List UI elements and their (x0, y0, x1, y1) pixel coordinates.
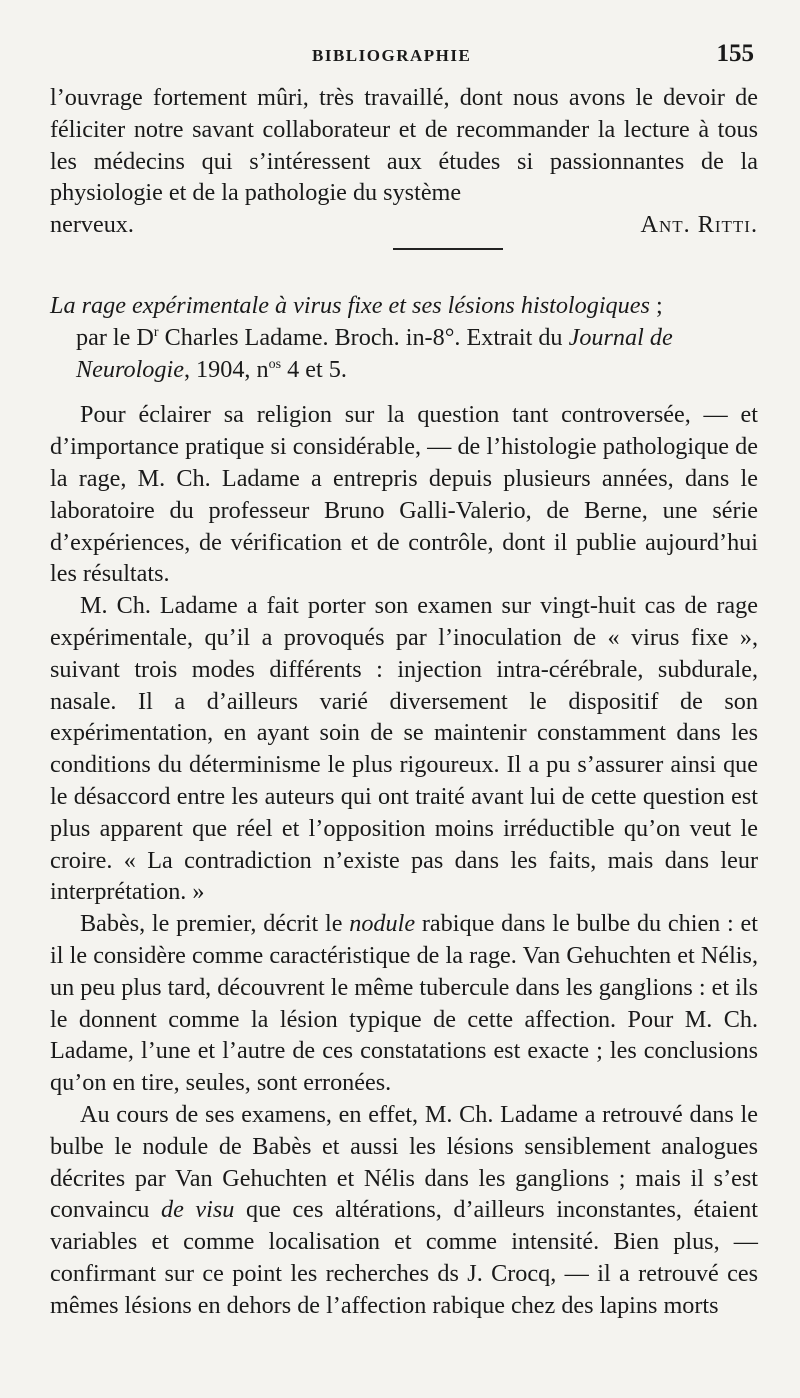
review-2-paragraph-1: Pour éclairer sa religion sur la question tant controversée, — et d’importance pratique si considérable, — de l’histologie pathologique de la rage, M. Ch. Ladame a entrepris depuis plusieurs années, dans le laboratoire du professeur Bruno Galli-Valerio, de Berne, une série d’expériences, de vérification et de contrôle, dont il publie aujourd’hui les résultats. (50, 401, 758, 588)
p4-emphasis: de visu (161, 1196, 235, 1224)
journal-title: Journal de Neurologie (76, 323, 673, 383)
review-1-signature-line (50, 209, 758, 241)
byline-sup: r (153, 324, 159, 340)
p3-part-b: rabique dans le bulbe du chien : et il le considère comme caractéristique de la rage. Van Gehuchten et Nélis, un peu plus tard, découvrent le même tubercule dans les ganglions : et ils le donnent comme la lésion typique de cette affection. Pour M. Ch. Ladame, l’une et l’autre de ces constatations est exacte ; les conclusions qu’on en tire, seules, sont erronées. (50, 910, 758, 1097)
page-header (50, 42, 758, 72)
review-2-title: La rage expérimentale à virus fixe et ses lésions histologiques (50, 291, 650, 319)
review-1-text (50, 82, 758, 209)
issue-rest: 4 et 5. (281, 355, 347, 383)
review-2-paragraph-4 (50, 1099, 758, 1322)
review-1-last-word: nerveux. (50, 211, 134, 239)
running-title: BIBLIOGRAPHIE (312, 46, 472, 65)
p4-part-a: Au cours de ses examens, en effet, M. Ch. Ladame a retrouvé dans le bulbe le nodule de Babès et aussi les lésions sensiblement analogues décrites par Van Gehuchten et Nélis dans les ganglions ; mais il s’est convaincu (50, 1100, 758, 1224)
byline-rest: Charles Ladame. Broch. in-8°. Extrait du (158, 323, 569, 351)
byline-prefix: par le D (76, 323, 154, 351)
p4-part-b: que ces altérations, d’ailleurs inconstantes, étaient variables et comme localisation et comme intensité. Bien plus, — confirmant sur ce point les recherches ds J. Crocq, — il a retrouvé ces mêmes lésions en dehors de l’affection rabique chez des lapins morts (50, 1196, 758, 1319)
issue-sup: os (268, 356, 282, 372)
page-number: 155 (716, 40, 754, 67)
issue-prefix: , 1904, n (183, 355, 269, 383)
review-1-paragraph: l’ouvrage fortement mûri, très travaillé, dont nous avons le devoir de féliciter notre savant collaborateur et de recommander la lecture à tous les médecins qui s’intéressent aux études si passionnantes de la physiologie et de la pathologie du système (50, 84, 758, 207)
page-body (50, 82, 758, 1321)
review-2-paragraph-3 (50, 908, 758, 1099)
review-2-title-sep: ; (649, 291, 663, 319)
review-1-signature: Ant. Ritti. (640, 211, 758, 239)
review-2-paragraph-2: M. Ch. Ladame a fait porter son examen sur vingt-huit cas de rage expérimentale, qu’il a provoqués par l’inoculation de « virus fixe », suivant trois modes différents : injection intra-cérébrale, subdurale, nasale. Il a d’ailleurs varié diversement le dispositif de son expérimentation, en ayant soin de se maintenir constamment dans les conditions du déterminisme le plus rigoureux. Il a pu s’assurer ainsi que le désaccord entre les auteurs qui ont traité avant lui de cette question est plus apparent que réel et l’opposition moins irréductible qu’on veut le croire. « La contradiction n’existe pas dans les faits, mais dans leur interprétation. » (50, 592, 758, 906)
review-2-byline (50, 322, 758, 386)
section-divider (393, 248, 503, 250)
p3-part-a: Babès, le premier, décrit le (80, 910, 350, 938)
review-2-citation (50, 290, 758, 385)
p3-emphasis: nodule (349, 910, 416, 938)
